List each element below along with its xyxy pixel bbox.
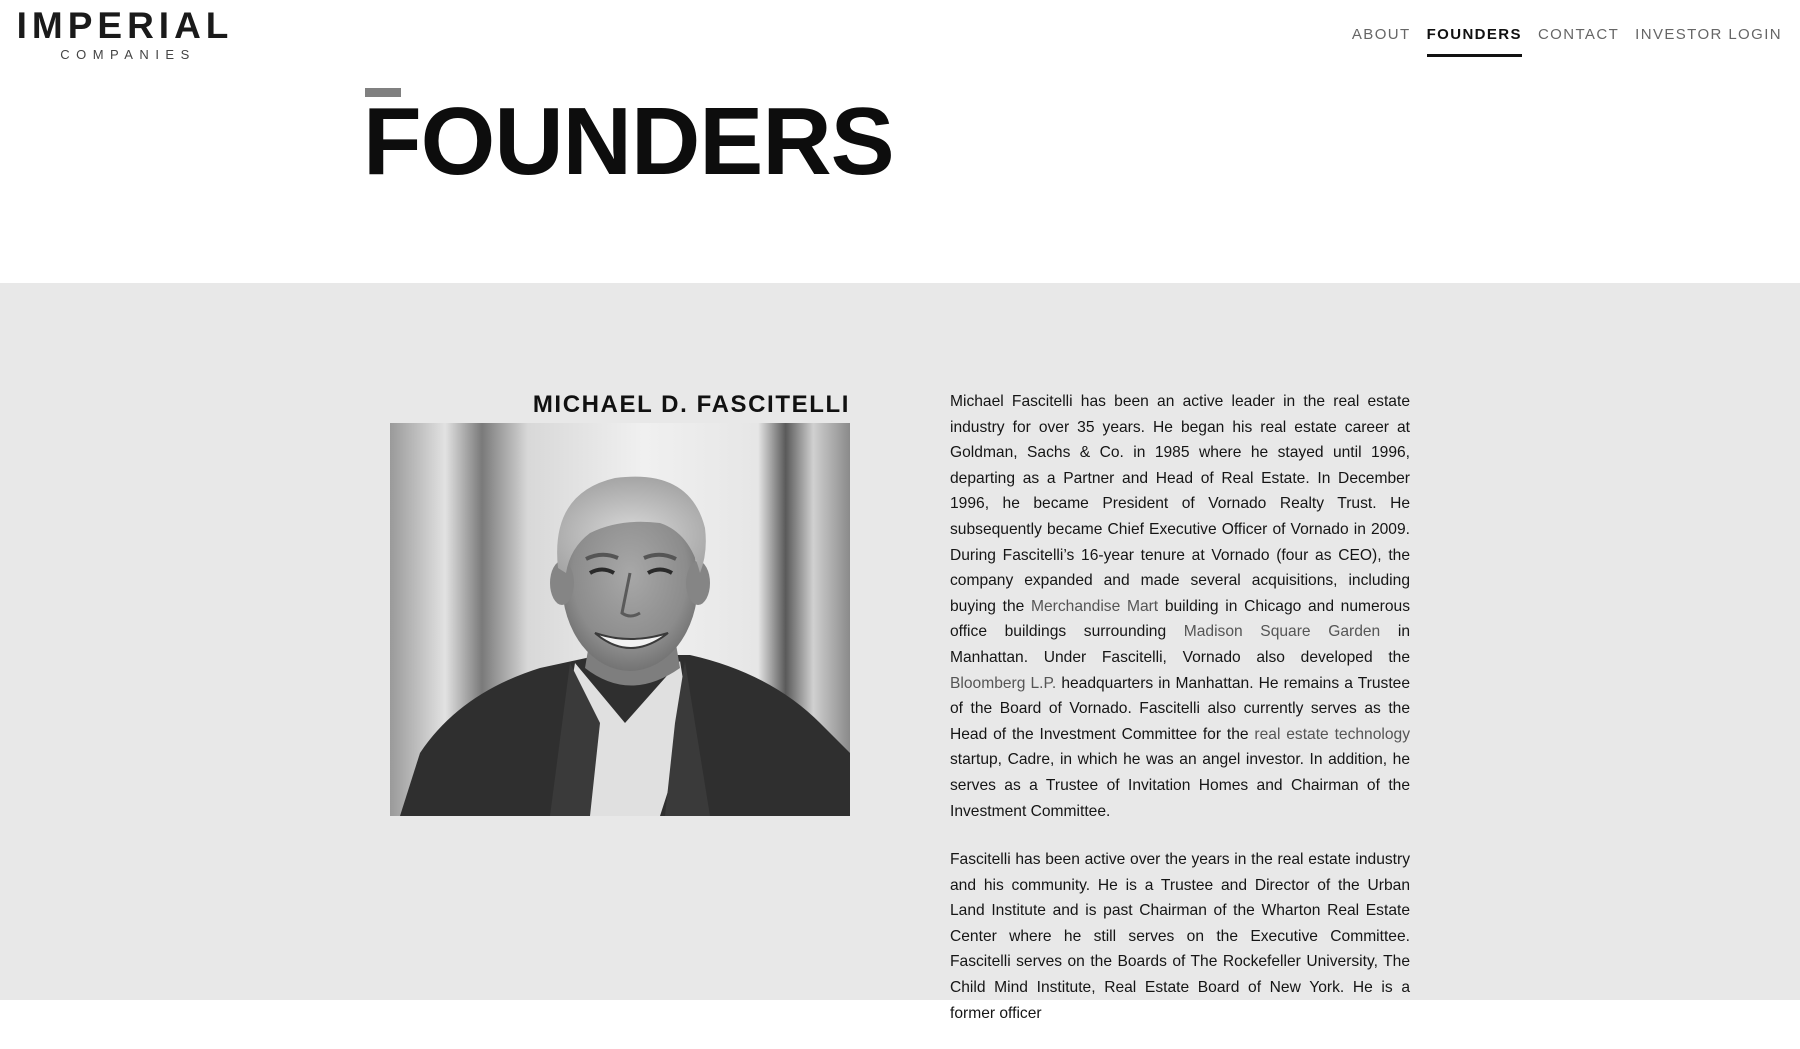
bio-text: building in Chicago and numerous office buildings surrounding — [950, 597, 1411, 641]
founder-portrait — [390, 423, 850, 816]
link-bloomberg[interactable]: Bloomberg L.P. — [950, 674, 1057, 692]
page-title: FOUNDERS — [363, 88, 894, 195]
nav-founders[interactable]: FOUNDERS — [1419, 25, 1530, 57]
logo[interactable] — [9, 6, 241, 63]
bio-text: in Manhattan. Under Fascitelli, Vornado also developed the — [950, 623, 1410, 666]
founder-section — [0, 283, 1800, 1022]
logo-wordmark: IMPERIAL — [16, 5, 234, 46]
bio-text: headquarters in Manhattan. He remains a Trustee of the Board of Vornado. Fascitelli also currently serves as the Head of the Investment Committee for the — [950, 674, 1410, 743]
bio-text: startup, Cadre, in which he was an angel investor. In addition, he serves as a Trustee of Invitation Homes and Chairman of the Investment Committee. — [950, 751, 1410, 820]
nav-contact[interactable]: CONTACT — [1537, 26, 1620, 43]
site-header — [0, 0, 1800, 80]
founder-name: MICHAEL D. FASCITELLI — [532, 391, 850, 418]
logo-tagline: COMPANIES — [60, 47, 196, 62]
nav-about[interactable]: ABOUT — [1351, 26, 1411, 43]
bio-paragraph-1 — [950, 389, 1410, 824]
nav-investor-login[interactable]: INVESTOR LOGIN — [1635, 26, 1782, 43]
bio-paragraph-2: Fascitelli has been active over the years in the real estate industry and his community. He is a Trustee and Director of the Urban Land Institute and is past Chairman of the Wharton Real Estate Center where he still serves on the Executive Committee. Fascitelli serves on the Boards of The Rockefeller University, The Child Mind Institute, Real Estate Board of New York. He is a former officer — [950, 851, 1410, 1022]
bio-text: Michael Fascitelli has been an active leader in the real estate industry for over 35 years. He began his real estate career at Goldman, Sachs & Co. in 1985 where he stayed until 1996, departing as a Partner and Head of Real Estate. In December 1996, he became President of Vornado Realty Trust. He subsequently became Chief Executive Officer of Vornado in 2009. During Fascitelli’s 16-year tenure at Vornado (four as CEO), the company expanded and made several acquisitions, including buying the — [950, 393, 1410, 615]
link-real-estate-technology[interactable]: real estate technology — [1254, 725, 1410, 743]
founder-bio — [950, 389, 1410, 1049]
link-madison-square-garden[interactable]: Madison Square Garden — [1183, 623, 1381, 641]
link-merchandise-mart[interactable]: Merchandise Mart — [1031, 597, 1159, 615]
main-nav — [1344, 25, 1790, 57]
